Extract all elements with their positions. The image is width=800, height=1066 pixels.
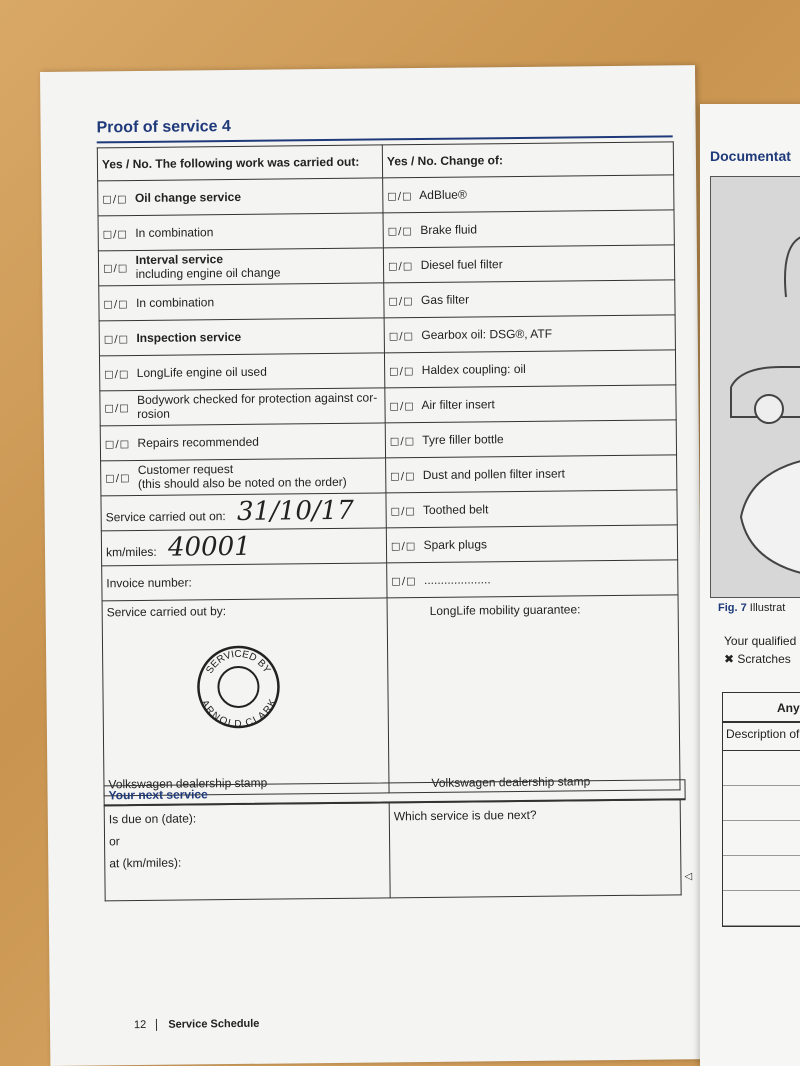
table-row: [102, 560, 678, 601]
table-row: [98, 245, 674, 286]
next-service-table: [104, 799, 682, 901]
yes-no-checkbox[interactable]: □/□: [389, 366, 415, 378]
yes-no-checkbox[interactable]: □/□: [390, 541, 417, 553]
yes-no-checkbox[interactable]: □/□: [388, 261, 414, 273]
car-outline-icon: [711, 177, 800, 597]
yes-no-checkbox[interactable]: □/□: [103, 334, 130, 346]
due-km-label: at (km/miles):: [109, 855, 182, 871]
work-cell: [99, 283, 384, 321]
yes-no-checkbox[interactable]: □/□: [390, 471, 416, 483]
damage-table-header: Any: [723, 693, 800, 723]
yes-no-checkbox[interactable]: □/□: [391, 576, 417, 588]
yes-no-checkbox[interactable]: □/□: [103, 263, 129, 275]
change-cell: [384, 350, 675, 388]
table-row[interactable]: [723, 751, 800, 786]
change-label: Spark plugs: [423, 537, 488, 553]
work-label: Repairs recommended: [137, 434, 259, 450]
invoice-cell[interactable]: [102, 563, 387, 601]
work-label: Interval service: [135, 252, 224, 268]
figure-text: Illustrat: [749, 602, 786, 614]
yes-no-checkbox[interactable]: □/□: [387, 191, 413, 203]
yes-no-checkbox[interactable]: □/□: [103, 299, 129, 311]
page-footer: [134, 1018, 260, 1031]
work-label: Oil change service: [134, 189, 242, 206]
change-label: Tyre filler bottle: [422, 432, 504, 448]
yes-no-checkbox[interactable]: □/□: [102, 194, 128, 206]
table-row: [100, 385, 676, 426]
change-label: Haldex coupling: oil: [421, 361, 526, 378]
yes-no-checkbox[interactable]: □/□: [388, 296, 414, 308]
page-title: Proof of service 4: [96, 118, 231, 137]
service-by-cell: [102, 598, 389, 796]
yes-no-checkbox[interactable]: □/□: [105, 473, 131, 485]
table-row: [99, 280, 675, 321]
next-service-row: [104, 800, 681, 901]
change-label: Gas filter: [420, 292, 470, 308]
yes-no-checkbox[interactable]: □/□: [104, 403, 130, 415]
dealer-stamp-caption-right: Volkswagen dealership stamp: [431, 774, 591, 790]
stamp-row: [102, 595, 680, 796]
change-label: Diesel fuel filter: [420, 257, 503, 273]
change-cell: [383, 245, 674, 283]
work-cell: [101, 458, 386, 496]
yes-no-checkbox[interactable]: □/□: [388, 331, 415, 343]
work-cell: [100, 388, 385, 426]
change-label: Gearbox oil: DSG®, ATF: [421, 326, 553, 343]
table-row[interactable]: [723, 891, 800, 926]
scratches-label: ✖ Scratches: [724, 652, 791, 666]
table-row[interactable]: [723, 821, 800, 856]
which-service-label: Which service is due next?: [393, 807, 537, 824]
header-work-carried-out: Yes / No. The following work was carried out:: [97, 145, 382, 181]
change-label: Toothed belt: [422, 502, 489, 518]
work-label: Customer request: [137, 462, 234, 478]
work-cell: [99, 318, 384, 356]
yes-no-checkbox[interactable]: □/□: [104, 369, 130, 381]
service-table: [97, 141, 681, 796]
yes-no-checkbox[interactable]: □/□: [104, 439, 131, 451]
figure-number: Fig. 7: [718, 602, 747, 614]
change-cell: [383, 210, 674, 248]
yes-no-checkbox[interactable]: □/□: [387, 226, 414, 238]
damage-table: [722, 692, 800, 927]
change-cell: [386, 490, 677, 528]
yes-no-checkbox[interactable]: □/□: [102, 229, 129, 241]
dealer-stamp-icon: [195, 644, 282, 731]
yes-no-checkbox[interactable]: □/□: [389, 401, 415, 413]
table-row[interactable]: [723, 786, 800, 821]
work-sublabel: rosion: [137, 406, 170, 422]
change-cell: [385, 420, 676, 458]
service-book-left-page: [40, 65, 705, 1066]
work-cell: [98, 178, 383, 216]
work-cell: [98, 213, 383, 251]
service-book-right-page: [700, 104, 800, 1066]
or-label: or: [108, 834, 120, 849]
change-cell: [383, 175, 674, 213]
stamp-bottom-text: ARNOLD CLARK: [198, 697, 279, 731]
due-date-label: Is due on (date):: [108, 811, 197, 827]
work-label: LongLife engine oil used: [136, 364, 267, 381]
footer-section-title: Service Schedule: [168, 1017, 260, 1031]
work-cell: [100, 423, 385, 461]
change-label: Air filter insert: [421, 397, 495, 413]
yes-no-checkbox[interactable]: □/□: [390, 506, 416, 518]
change-label: Brake fluid: [420, 222, 478, 238]
figure-caption: [718, 602, 785, 614]
service-date-cell[interactable]: [101, 493, 386, 531]
dealer-stamp-caption-left: Volkswagen dealership stamp: [108, 775, 268, 792]
footer-page-number: 12: [134, 1019, 157, 1031]
change-cell: [387, 560, 678, 598]
triangle-marker-icon: ◁: [684, 871, 693, 883]
change-label: AdBlue®: [419, 187, 467, 203]
change-cell: [386, 455, 677, 493]
change-cell: [385, 385, 676, 423]
work-sublabel: (this should also be noted on the order): [137, 474, 347, 491]
table-row: [101, 455, 677, 496]
change-cell: [384, 315, 675, 353]
right-page-title: Documentat: [710, 148, 791, 164]
work-cell: [98, 248, 383, 286]
header-change-of: Yes / No. Change of:: [382, 142, 673, 178]
change-cell: [386, 525, 677, 563]
service-date-handwritten: 31/10/17: [236, 495, 354, 527]
carried-out-by-label: Service carried out by:: [106, 604, 227, 620]
invoice-dots: ....................: [423, 572, 491, 588]
change-label: Dust and pollen filter insert: [422, 466, 565, 483]
miles-handwritten: 40001: [167, 531, 251, 563]
table-row: [98, 175, 674, 216]
work-label: In combination: [135, 295, 215, 311]
table-row: [101, 490, 677, 531]
which-service-cell[interactable]: [389, 800, 681, 898]
invoice-label: Invoice number:: [106, 575, 192, 591]
longlife-guarantee-label: LongLife mobility guarantee:: [429, 602, 581, 618]
work-label: Bodywork checked for protection against cor-: [136, 390, 378, 408]
stamp-top-text: SERVICED BY: [204, 648, 273, 676]
table-row: [101, 525, 677, 566]
table-row[interactable]: [723, 856, 800, 891]
miles-cell[interactable]: [101, 528, 386, 566]
work-sublabel: including engine oil change: [135, 265, 281, 282]
work-label: In combination: [135, 225, 214, 241]
table-row: [98, 210, 674, 251]
work-cell: [99, 353, 384, 391]
table-row: [99, 315, 675, 356]
service-date-label: Service carried out on:: [105, 509, 226, 525]
due-cell[interactable]: [104, 803, 390, 901]
table-row: [100, 420, 676, 461]
damage-table-description: Description of: [723, 723, 800, 751]
right-page-text: Your qualified: [724, 634, 797, 648]
change-cell: [384, 280, 675, 318]
table-row: [99, 350, 675, 391]
next-service-title: Your next service: [103, 779, 685, 806]
work-label: Inspection service: [136, 329, 242, 346]
longlife-cell: [387, 595, 680, 793]
yes-no-checkbox[interactable]: □/□: [389, 436, 416, 448]
car-illustration-box: [710, 176, 800, 598]
miles-label: km/miles:: [105, 544, 157, 560]
